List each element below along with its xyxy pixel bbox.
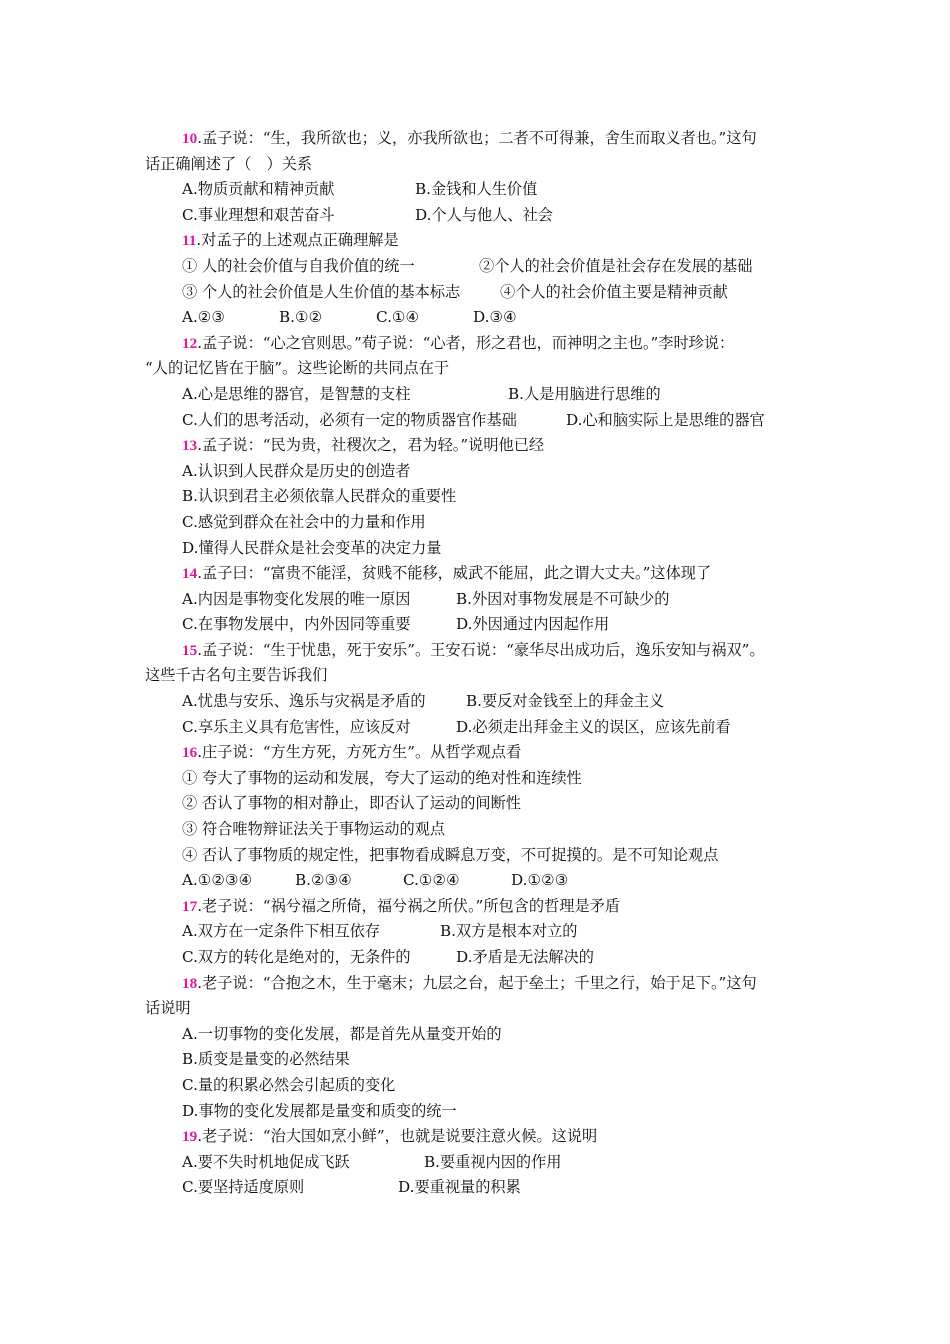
- question-10: [145, 126, 815, 228]
- answer-option: D.必须走出拜金主义的误区，应该先前看: [456, 717, 731, 736]
- question-stem-text: 庄子说：“方生方死，方死方生”。从哲学观点看: [202, 743, 522, 762]
- answer-option: A.内因是事物变化发展的唯一原因: [182, 589, 411, 608]
- option-row: [145, 817, 815, 843]
- answer-option: C.享乐主义具有危害性，应该反对: [182, 717, 411, 736]
- option-row: [145, 868, 815, 894]
- question-18: [145, 971, 815, 1125]
- question-stem-text: 孟子说：“生于忧患，死于安乐”。王安石说：“豪华尽出成功后，逸乐安知与祸双”。: [202, 640, 765, 659]
- answer-option: ④ 否认了事物质的规定性，把事物看成瞬息万变，不可捉摸的。是不可知论观点: [182, 845, 719, 864]
- answer-option: A.心是思维的器官，是智慧的支柱: [182, 384, 411, 403]
- answer-option: D.①②③: [511, 871, 569, 890]
- answer-option: C.双方的转化是绝对的，无条件的: [182, 948, 411, 966]
- option-row: [145, 382, 815, 408]
- answer-option: C.要坚持适度原则: [182, 1178, 305, 1197]
- answer-option: B.人是用脑进行思维的: [508, 384, 661, 403]
- answer-option: ① 夸大了事物的运动和发展，夸大了运动的绝对性和连续性: [182, 768, 582, 787]
- option-row: [145, 1022, 815, 1048]
- question-stem-text: 话正确阐述了（ ）关系: [145, 154, 313, 173]
- question-number: 14: [182, 565, 198, 583]
- option-row: [145, 945, 815, 971]
- question-stem-text: 孟子曰：“富贵不能淫，贫贱不能移，威武不能屈，此之谓大丈夫。”这体现了: [202, 564, 712, 583]
- question-stem-text: 对孟子的上述观点正确理解是: [201, 231, 399, 250]
- answer-option: D.外因通过内因起作用: [456, 615, 610, 634]
- option-row: [145, 408, 815, 434]
- answer-option: ② 否认了事物的相对静止，即否认了运动的间断性: [182, 794, 521, 813]
- answer-option: ④个人的社会价值主要是精神贡献: [500, 282, 728, 301]
- question-number: 12: [182, 334, 198, 352]
- answer-option: C.人们的思考活动，必须有一定的物质器官作基础: [182, 410, 517, 429]
- answer-option: B.金钱和人生价值: [415, 180, 538, 199]
- question-list: [145, 126, 815, 1201]
- option-row: [145, 510, 815, 536]
- answer-option: B.②③④: [295, 871, 352, 890]
- question-stem-line: [145, 996, 815, 1022]
- option-row: [145, 254, 815, 280]
- question-16: [145, 740, 815, 894]
- question-stem-line: [145, 663, 815, 689]
- option-row: [145, 536, 815, 562]
- answer-option: ③ 符合唯物辩证法关于事物运动的观点: [182, 820, 446, 839]
- option-row: [145, 715, 815, 741]
- answer-option: D.心和脑实际上是思维的器官: [566, 410, 765, 429]
- question-11: [145, 228, 815, 330]
- answer-option: A.一切事物的变化发展，都是首先从量变开始的: [182, 1024, 502, 1043]
- answer-option: B.质变是量变的必然结果: [182, 1050, 350, 1069]
- answer-option: A.忧患与安乐、逸乐与灾祸是矛盾的: [182, 692, 426, 711]
- question-stem-text: 老子说：“祸兮福之所倚，福兮祸之所伏。”所包含的哲理是矛盾: [202, 896, 621, 915]
- question-number: 19: [182, 1128, 198, 1146]
- question-stem-line: 15.孟子说：“生于忧患，死于安乐”。王安石说：“豪华尽出成功后，逸乐安知与祸双”。: [182, 640, 765, 659]
- option-row: [145, 587, 815, 613]
- question-stem-text: 孟子说：“生，我所欲也；义，亦我所欲也；二者不可得兼，舍生而取义者也。”这句: [202, 129, 757, 147]
- question-stem-line: 13.孟子说：“民为贵，社稷次之，君为轻。”说明他已经: [182, 436, 545, 455]
- question-stem-line: 19.老子说：“治大国如烹小鲜”，也就是说要注意火候。这说明: [182, 1127, 598, 1146]
- option-row: [145, 203, 815, 229]
- question-stem-line: 18.老子说：“合抱之木，生于毫末；九层之台，起于垒土；千里之行，始于足下。”这句: [182, 973, 757, 992]
- answer-option: ③ 个人的社会价值是人生价值的基本标志: [182, 282, 461, 301]
- option-row: [145, 484, 815, 510]
- answer-option: ① 人的社会价值与自我价值的统一: [182, 256, 415, 275]
- question-stem-text: 孟子说：“心之官则思。”荀子说：“心者，形之君也，而神明之主也。”李时珍说：: [202, 333, 735, 352]
- question-stem-line: 11.对孟子的上述观点正确理解是: [182, 231, 399, 250]
- option-row: [145, 689, 815, 715]
- question-number: 18: [182, 974, 198, 992]
- answer-option: D.③④: [473, 308, 517, 327]
- question-stem-line: [145, 356, 815, 382]
- question-number: 16: [182, 744, 198, 762]
- answer-option: D.个人与他人、社会: [415, 205, 553, 224]
- answer-option: C.事业理想和艰苦奋斗: [182, 205, 335, 224]
- option-row: [145, 612, 815, 638]
- answer-option: ②个人的社会价值是社会存在发展的基础: [479, 256, 753, 275]
- question-stem-text: 孟子说：“民为贵，社稷次之，君为轻。”说明他已经: [202, 436, 545, 455]
- answer-option: C.感觉到群众在社会中的力量和作用: [182, 512, 426, 531]
- answer-option: D.要重视量的积累: [398, 1178, 521, 1197]
- question-13: [145, 433, 815, 561]
- question-stem-text: “人的记忆皆在于脑”。这些论断的共同点在于: [145, 359, 450, 378]
- answer-option: B.要重视内因的作用: [424, 1152, 562, 1171]
- option-row: [145, 305, 815, 331]
- answer-option: A.双方在一定条件下相互依存: [182, 922, 381, 941]
- question-number: 10: [182, 130, 198, 147]
- question-15: [145, 638, 815, 740]
- question-19: [145, 1124, 815, 1201]
- question-stem-text: 老子说：“合抱之木，生于毫末；九层之台，起于垒土；千里之行，始于足下。”这句: [202, 973, 757, 992]
- question-number: 17: [182, 897, 198, 915]
- answer-option: B.①②: [279, 308, 323, 327]
- question-number: 13: [182, 437, 198, 455]
- answer-option: A.认识到人民群众是历史的创造者: [182, 461, 411, 480]
- answer-option: B.认识到君主必须依靠人民群众的重要性: [182, 487, 457, 506]
- option-row: [145, 1150, 815, 1176]
- question-12: [145, 331, 815, 433]
- question-stem-line: 12.孟子说：“心之官则思。”荀子说：“心者，形之君也，而神明之主也。”李时珍说：: [182, 333, 735, 352]
- answer-option: B.要反对金钱至上的拜金主义: [466, 692, 665, 711]
- option-row: [145, 177, 815, 203]
- question-number: 15: [182, 641, 198, 659]
- option-row: [145, 766, 815, 792]
- question-14: [145, 561, 815, 638]
- answer-option: C.量的积累必然会引起质的变化: [182, 1075, 396, 1094]
- option-row: [145, 1175, 815, 1201]
- answer-option: B.双方是根本对立的: [440, 922, 578, 941]
- option-row: [145, 843, 815, 869]
- question-stem-line: 17.老子说：“祸兮福之所倚，福兮祸之所伏。”所包含的哲理是矛盾: [182, 896, 621, 915]
- question-17: [145, 894, 815, 971]
- answer-option: D.懂得人民群众是社会变革的决定力量: [182, 538, 442, 557]
- answer-option: A.②③: [182, 308, 226, 327]
- question-stem-line: 14.孟子曰：“富贵不能淫，贫贱不能移，威武不能屈，此之谓大丈夫。”这体现了: [182, 564, 712, 583]
- question-stem-text: 老子说：“治大国如烹小鲜”，也就是说要注意火候。这说明: [202, 1127, 598, 1146]
- question-stem-text: 话说明: [145, 999, 191, 1018]
- option-row: [145, 280, 815, 306]
- option-row: [145, 791, 815, 817]
- answer-option: A.①②③④: [182, 871, 253, 890]
- option-row: [145, 1099, 815, 1125]
- answer-option: C.①②④: [403, 871, 460, 890]
- answer-option: A.要不失时机地促成飞跃: [182, 1152, 350, 1171]
- answer-option: C.①④: [376, 308, 420, 327]
- question-stem-line: 16.庄子说：“方生方死，方死方生”。从哲学观点看: [182, 743, 522, 762]
- answer-option: D.事物的变化发展都是量变和质变的统一: [182, 1101, 457, 1120]
- option-row: [145, 459, 815, 485]
- answer-option: D.矛盾是无法解决的: [456, 948, 594, 966]
- option-row: [145, 919, 815, 945]
- answer-option: B.外因对事物发展是不可缺少的: [456, 589, 670, 608]
- question-stem-line: [145, 152, 815, 178]
- answer-option: C.在事物发展中，内外因同等重要: [182, 615, 411, 634]
- question-number: 11: [182, 232, 197, 250]
- option-row: [145, 1047, 815, 1073]
- question-stem-line: 10.孟子说：“生，我所欲也；义，亦我所欲也；二者不可得兼，舍生而取义者也。”这句: [182, 129, 757, 147]
- question-stem-text: 这些千古名句主要告诉我们: [145, 666, 328, 685]
- answer-option: A.物质贡献和精神贡献: [182, 180, 335, 199]
- option-row: [145, 1073, 815, 1099]
